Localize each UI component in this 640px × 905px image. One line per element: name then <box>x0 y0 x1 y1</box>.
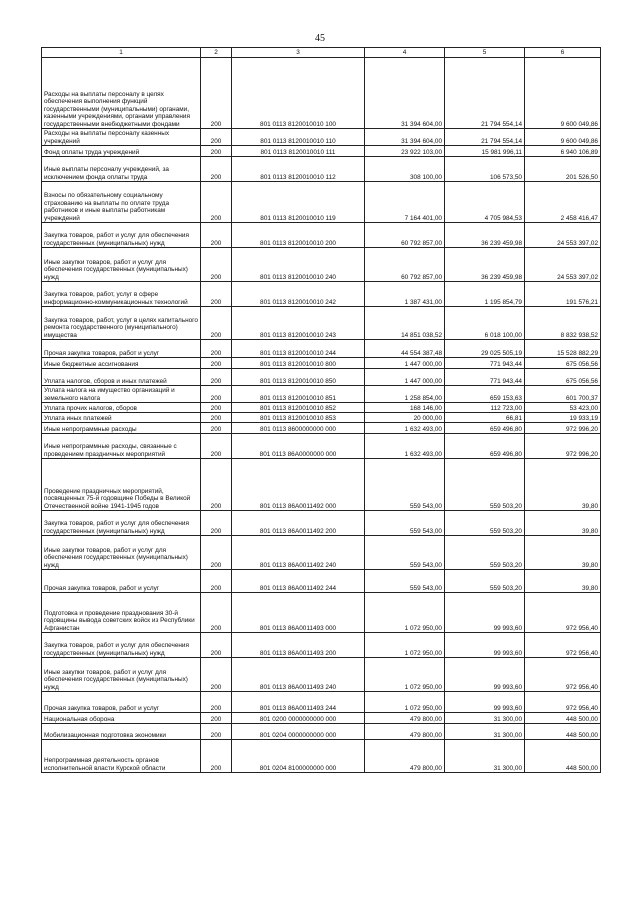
row-budget-code: 801 0113 8120010010 243 <box>232 307 365 340</box>
row-budget-code: 801 0113 86A0011492 244 <box>232 570 365 593</box>
table-row <box>42 724 601 740</box>
row-unexecuted-amount: 601 700,37 <box>525 386 601 403</box>
row-executed-amount: 99 993,60 <box>445 692 525 713</box>
row-unexecuted-amount: 201 526,50 <box>525 157 601 182</box>
row-approved-amount: 1 072 950,00 <box>365 692 445 713</box>
row-name: Проведение праздничных мероприятий, посвященных 75-й годовщине Победы в Великой Отечественной войне 1941-1945 годов <box>42 459 201 511</box>
row-approved-amount: 1 072 950,00 <box>365 658 445 692</box>
row-executed-amount: 31 300,00 <box>445 713 525 724</box>
row-unexecuted-amount: 972 956,40 <box>525 658 601 692</box>
row-executed-amount: 559 503,20 <box>445 511 525 536</box>
row-admin-code: 200 <box>201 157 232 182</box>
table-row <box>42 658 601 692</box>
row-executed-amount: 559 503,20 <box>445 536 525 570</box>
row-admin-code: 200 <box>201 307 232 340</box>
table-row <box>42 386 601 403</box>
row-name: Мобилизационная подготовка экономики <box>42 724 201 740</box>
row-name: Расходы на выплаты персоналу казенных учреждений <box>42 129 201 146</box>
row-name: Расходы на выплаты персоналу в целях обеспечения выполнения функций государственными (муниципальными) органами, казенными учреждениями, органами управления государственными внебюджетными фондами <box>42 58 201 129</box>
row-approved-amount: 168 146,00 <box>365 403 445 413</box>
row-budget-code: 801 0113 86A0011492 240 <box>232 536 365 570</box>
row-approved-amount: 1 447 000,00 <box>365 369 445 386</box>
row-admin-code: 200 <box>201 282 232 307</box>
row-admin-code: 200 <box>201 58 232 129</box>
row-budget-code: 801 0113 8120010010 242 <box>232 282 365 307</box>
row-approved-amount: 559 543,00 <box>365 511 445 536</box>
table-row <box>42 157 601 182</box>
row-admin-code: 200 <box>201 146 232 157</box>
row-name: Фонд оплаты труда учреждений <box>42 146 201 157</box>
row-budget-code: 801 0113 8120010010 244 <box>232 340 365 358</box>
row-unexecuted-amount: 24 553 397,02 <box>525 223 601 248</box>
row-approved-amount: 559 543,00 <box>365 459 445 511</box>
row-executed-amount: 21 794 554,14 <box>445 129 525 146</box>
row-admin-code: 200 <box>201 423 232 434</box>
row-unexecuted-amount: 8 832 938,52 <box>525 307 601 340</box>
row-name: Иные непрограммные расходы, связанные с проведением праздничных мероприятий <box>42 434 201 459</box>
row-approved-amount: 559 543,00 <box>365 570 445 593</box>
table-row <box>42 58 601 129</box>
table-row <box>42 633 601 658</box>
row-budget-code: 801 0113 8120010010 851 <box>232 386 365 403</box>
row-admin-code: 200 <box>201 358 232 369</box>
row-admin-code: 200 <box>201 633 232 658</box>
row-name: Закупка товаров, работ и услуг для обеспечения государственных (муниципальных) нужд <box>42 223 201 248</box>
row-admin-code: 200 <box>201 570 232 593</box>
row-executed-amount: 36 239 459,98 <box>445 248 525 282</box>
row-name: Иные закупки товаров, работ и услуг для обеспечения государственных (муниципальных) нужд <box>42 536 201 570</box>
row-admin-code: 200 <box>201 223 232 248</box>
row-approved-amount: 1 072 950,00 <box>365 593 445 633</box>
row-admin-code: 200 <box>201 692 232 713</box>
row-executed-amount: 559 503,20 <box>445 570 525 593</box>
header-col-5: 5 <box>445 48 525 58</box>
row-name: Уплата налога на имущество организаций и земельного налога <box>42 386 201 403</box>
row-unexecuted-amount: 19 933,19 <box>525 413 601 423</box>
row-approved-amount: 1 632 493,00 <box>365 434 445 459</box>
row-unexecuted-amount: 972 996,20 <box>525 423 601 434</box>
row-unexecuted-amount: 39,80 <box>525 511 601 536</box>
row-admin-code: 200 <box>201 724 232 740</box>
header-row <box>42 48 601 58</box>
row-admin-code: 200 <box>201 369 232 386</box>
table-row <box>42 536 601 570</box>
row-unexecuted-amount: 675 056,56 <box>525 358 601 369</box>
table-row <box>42 413 601 423</box>
header-col-4: 4 <box>365 48 445 58</box>
row-budget-code: 801 0113 8120010010 853 <box>232 413 365 423</box>
row-budget-code: 801 0113 8120010010 850 <box>232 369 365 386</box>
row-approved-amount: 14 851 038,52 <box>365 307 445 340</box>
row-admin-code: 200 <box>201 182 232 223</box>
table-row <box>42 358 601 369</box>
row-executed-amount: 29 025 505,19 <box>445 340 525 358</box>
row-budget-code: 801 0113 8120010010 112 <box>232 157 365 182</box>
row-admin-code: 200 <box>201 248 232 282</box>
row-approved-amount: 60 792 857,00 <box>365 223 445 248</box>
row-approved-amount: 23 922 103,00 <box>365 146 445 157</box>
table-row <box>42 223 601 248</box>
row-approved-amount: 479 800,00 <box>365 724 445 740</box>
row-budget-code: 801 0113 86A0011492 200 <box>232 511 365 536</box>
row-executed-amount: 36 239 459,98 <box>445 223 525 248</box>
row-name: Иные закупки товаров, работ и услуг для обеспечения государственных (муниципальных) нужд <box>42 658 201 692</box>
row-approved-amount: 1 632 493,00 <box>365 423 445 434</box>
table-row <box>42 129 601 146</box>
row-budget-code: 801 0113 86A0000000 000 <box>232 434 365 459</box>
row-unexecuted-amount: 675 056,56 <box>525 369 601 386</box>
row-name: Прочая закупка товаров, работ и услуг <box>42 340 201 358</box>
row-unexecuted-amount: 9 600 049,86 <box>525 129 601 146</box>
table-row <box>42 182 601 223</box>
row-budget-code: 801 0204 0000000000 000 <box>232 724 365 740</box>
row-executed-amount: 99 993,60 <box>445 658 525 692</box>
row-unexecuted-amount: 972 996,20 <box>525 434 601 459</box>
row-budget-code: 801 0113 86A0011493 200 <box>232 633 365 658</box>
row-admin-code: 200 <box>201 413 232 423</box>
row-budget-code: 801 0113 8120010010 111 <box>232 146 365 157</box>
row-approved-amount: 1 258 854,00 <box>365 386 445 403</box>
row-budget-code: 801 0113 86A0011493 240 <box>232 658 365 692</box>
row-approved-amount: 31 394 604,00 <box>365 58 445 129</box>
row-unexecuted-amount: 39,80 <box>525 459 601 511</box>
row-executed-amount: 659 153,63 <box>445 386 525 403</box>
table-row <box>42 423 601 434</box>
row-executed-amount: 1 195 854,79 <box>445 282 525 307</box>
row-unexecuted-amount: 24 553 397,02 <box>525 248 601 282</box>
row-executed-amount: 99 993,60 <box>445 593 525 633</box>
row-executed-amount: 112 723,00 <box>445 403 525 413</box>
row-name: Уплата прочих налогов, сборов <box>42 403 201 413</box>
row-executed-amount: 659 496,80 <box>445 434 525 459</box>
table-row <box>42 369 601 386</box>
row-admin-code: 200 <box>201 658 232 692</box>
row-budget-code: 801 0204 8100000000 000 <box>232 740 365 773</box>
row-name: Иные непрограммные расходы <box>42 423 201 434</box>
row-name: Прочая закупка товаров, работ и услуг <box>42 692 201 713</box>
row-budget-code: 801 0113 8120010010 110 <box>232 129 365 146</box>
row-budget-code: 801 0113 8600000000 000 <box>232 423 365 434</box>
row-budget-code: 801 0113 8120010010 800 <box>232 358 365 369</box>
row-executed-amount: 106 573,50 <box>445 157 525 182</box>
row-approved-amount: 20 000,00 <box>365 413 445 423</box>
row-admin-code: 200 <box>201 434 232 459</box>
table-row <box>42 403 601 413</box>
row-approved-amount: 1 072 950,00 <box>365 633 445 658</box>
row-approved-amount: 479 800,00 <box>365 740 445 773</box>
row-executed-amount: 66,81 <box>445 413 525 423</box>
row-approved-amount: 559 543,00 <box>365 536 445 570</box>
table-row <box>42 146 601 157</box>
row-executed-amount: 771 943,44 <box>445 358 525 369</box>
row-approved-amount: 31 394 604,00 <box>365 129 445 146</box>
row-name: Иные бюджетные ассигнования <box>42 358 201 369</box>
header-col-2: 2 <box>201 48 232 58</box>
row-admin-code: 200 <box>201 740 232 773</box>
row-budget-code: 801 0113 8120010010 200 <box>232 223 365 248</box>
row-executed-amount: 31 300,00 <box>445 724 525 740</box>
row-unexecuted-amount: 448 500,00 <box>525 740 601 773</box>
row-name: Иные закупки товаров, работ и услуг для обеспечения государственных (муниципальных) нужд <box>42 248 201 282</box>
table-row <box>42 434 601 459</box>
row-name: Уплата иных платежей <box>42 413 201 423</box>
row-budget-code: 801 0113 8120010010 100 <box>232 58 365 129</box>
row-name: Закупка товаров, работ, услуг в целях капитального ремонта государственного (муниципального) имущества <box>42 307 201 340</box>
row-approved-amount: 44 554 387,48 <box>365 340 445 358</box>
row-executed-amount: 21 794 554,14 <box>445 58 525 129</box>
table-header <box>42 48 601 58</box>
row-admin-code: 200 <box>201 536 232 570</box>
row-name: Иные выплаты персоналу учреждений, за исключением фонда оплаты труда <box>42 157 201 182</box>
row-admin-code: 200 <box>201 713 232 724</box>
row-name: Взносы по обязательному социальному страхованию на выплаты по оплате труда работников и иные выплаты работникам учреждений <box>42 182 201 223</box>
table-row <box>42 692 601 713</box>
row-executed-amount: 771 943,44 <box>445 369 525 386</box>
row-budget-code: 801 0113 8120010010 240 <box>232 248 365 282</box>
row-unexecuted-amount: 6 940 106,89 <box>525 146 601 157</box>
table-row <box>42 570 601 593</box>
budget-table <box>41 47 601 773</box>
row-budget-code: 801 0113 86A0011492 000 <box>232 459 365 511</box>
row-admin-code: 200 <box>201 403 232 413</box>
row-admin-code: 200 <box>201 511 232 536</box>
row-name: Закупка товаров, работ, услуг в сфере информационно-коммуникационных технологий <box>42 282 201 307</box>
row-name: Закупка товаров, работ и услуг для обеспечения государственных (муниципальных) нужд <box>42 633 201 658</box>
row-admin-code: 200 <box>201 386 232 403</box>
row-unexecuted-amount: 39,80 <box>525 570 601 593</box>
row-name: Непрограммная деятельность органов исполнительной власти Курской области <box>42 740 201 773</box>
table-row <box>42 511 601 536</box>
row-unexecuted-amount: 972 956,40 <box>525 633 601 658</box>
row-admin-code: 200 <box>201 340 232 358</box>
row-unexecuted-amount: 972 956,40 <box>525 593 601 633</box>
row-budget-code: 801 0113 86A0011493 244 <box>232 692 365 713</box>
row-name: Национальная оборона <box>42 713 201 724</box>
row-executed-amount: 659 496,80 <box>445 423 525 434</box>
table-row <box>42 593 601 633</box>
table-row <box>42 282 601 307</box>
header-col-1: 1 <box>42 48 201 58</box>
table-row <box>42 307 601 340</box>
row-unexecuted-amount: 448 500,00 <box>525 724 601 740</box>
row-executed-amount: 6 018 100,00 <box>445 307 525 340</box>
header-col-3: 3 <box>232 48 365 58</box>
table-row <box>42 459 601 511</box>
row-approved-amount: 60 792 857,00 <box>365 248 445 282</box>
table-row <box>42 340 601 358</box>
row-executed-amount: 559 503,20 <box>445 459 525 511</box>
row-unexecuted-amount: 15 528 882,29 <box>525 340 601 358</box>
row-executed-amount: 15 981 996,11 <box>445 146 525 157</box>
row-unexecuted-amount: 191 576,21 <box>525 282 601 307</box>
row-admin-code: 200 <box>201 593 232 633</box>
row-executed-amount: 99 993,60 <box>445 633 525 658</box>
row-approved-amount: 308 100,00 <box>365 157 445 182</box>
row-name: Уплата налогов, сборов и иных платежей <box>42 369 201 386</box>
row-approved-amount: 1 387 431,00 <box>365 282 445 307</box>
row-executed-amount: 4 705 984,53 <box>445 182 525 223</box>
row-approved-amount: 1 447 000,00 <box>365 358 445 369</box>
row-unexecuted-amount: 9 600 049,86 <box>525 58 601 129</box>
row-unexecuted-amount: 39,80 <box>525 536 601 570</box>
row-approved-amount: 7 164 401,00 <box>365 182 445 223</box>
table-body <box>42 58 601 773</box>
table-row <box>42 740 601 773</box>
row-budget-code: 801 0113 8120010010 852 <box>232 403 365 413</box>
row-admin-code: 200 <box>201 129 232 146</box>
header-col-6: 6 <box>525 48 601 58</box>
row-executed-amount: 31 300,00 <box>445 740 525 773</box>
table-row <box>42 713 601 724</box>
row-budget-code: 801 0113 86A0011493 000 <box>232 593 365 633</box>
row-budget-code: 801 0200 0000000000 000 <box>232 713 365 724</box>
page-number: 45 <box>315 33 325 44</box>
row-unexecuted-amount: 448 500,00 <box>525 713 601 724</box>
row-name: Подготовка и проведение празднования 30-й годовщины вывода советских войск из Республики Афганистан <box>42 593 201 633</box>
row-unexecuted-amount: 53 423,00 <box>525 403 601 413</box>
row-budget-code: 801 0113 8120010010 119 <box>232 182 365 223</box>
row-admin-code: 200 <box>201 459 232 511</box>
row-approved-amount: 479 800,00 <box>365 713 445 724</box>
row-name: Прочая закупка товаров, работ и услуг <box>42 570 201 593</box>
table-row <box>42 248 601 282</box>
row-unexecuted-amount: 972 956,40 <box>525 692 601 713</box>
row-name: Закупка товаров, работ и услуг для обеспечения государственных (муниципальных) нужд <box>42 511 201 536</box>
row-unexecuted-amount: 2 458 416,47 <box>525 182 601 223</box>
